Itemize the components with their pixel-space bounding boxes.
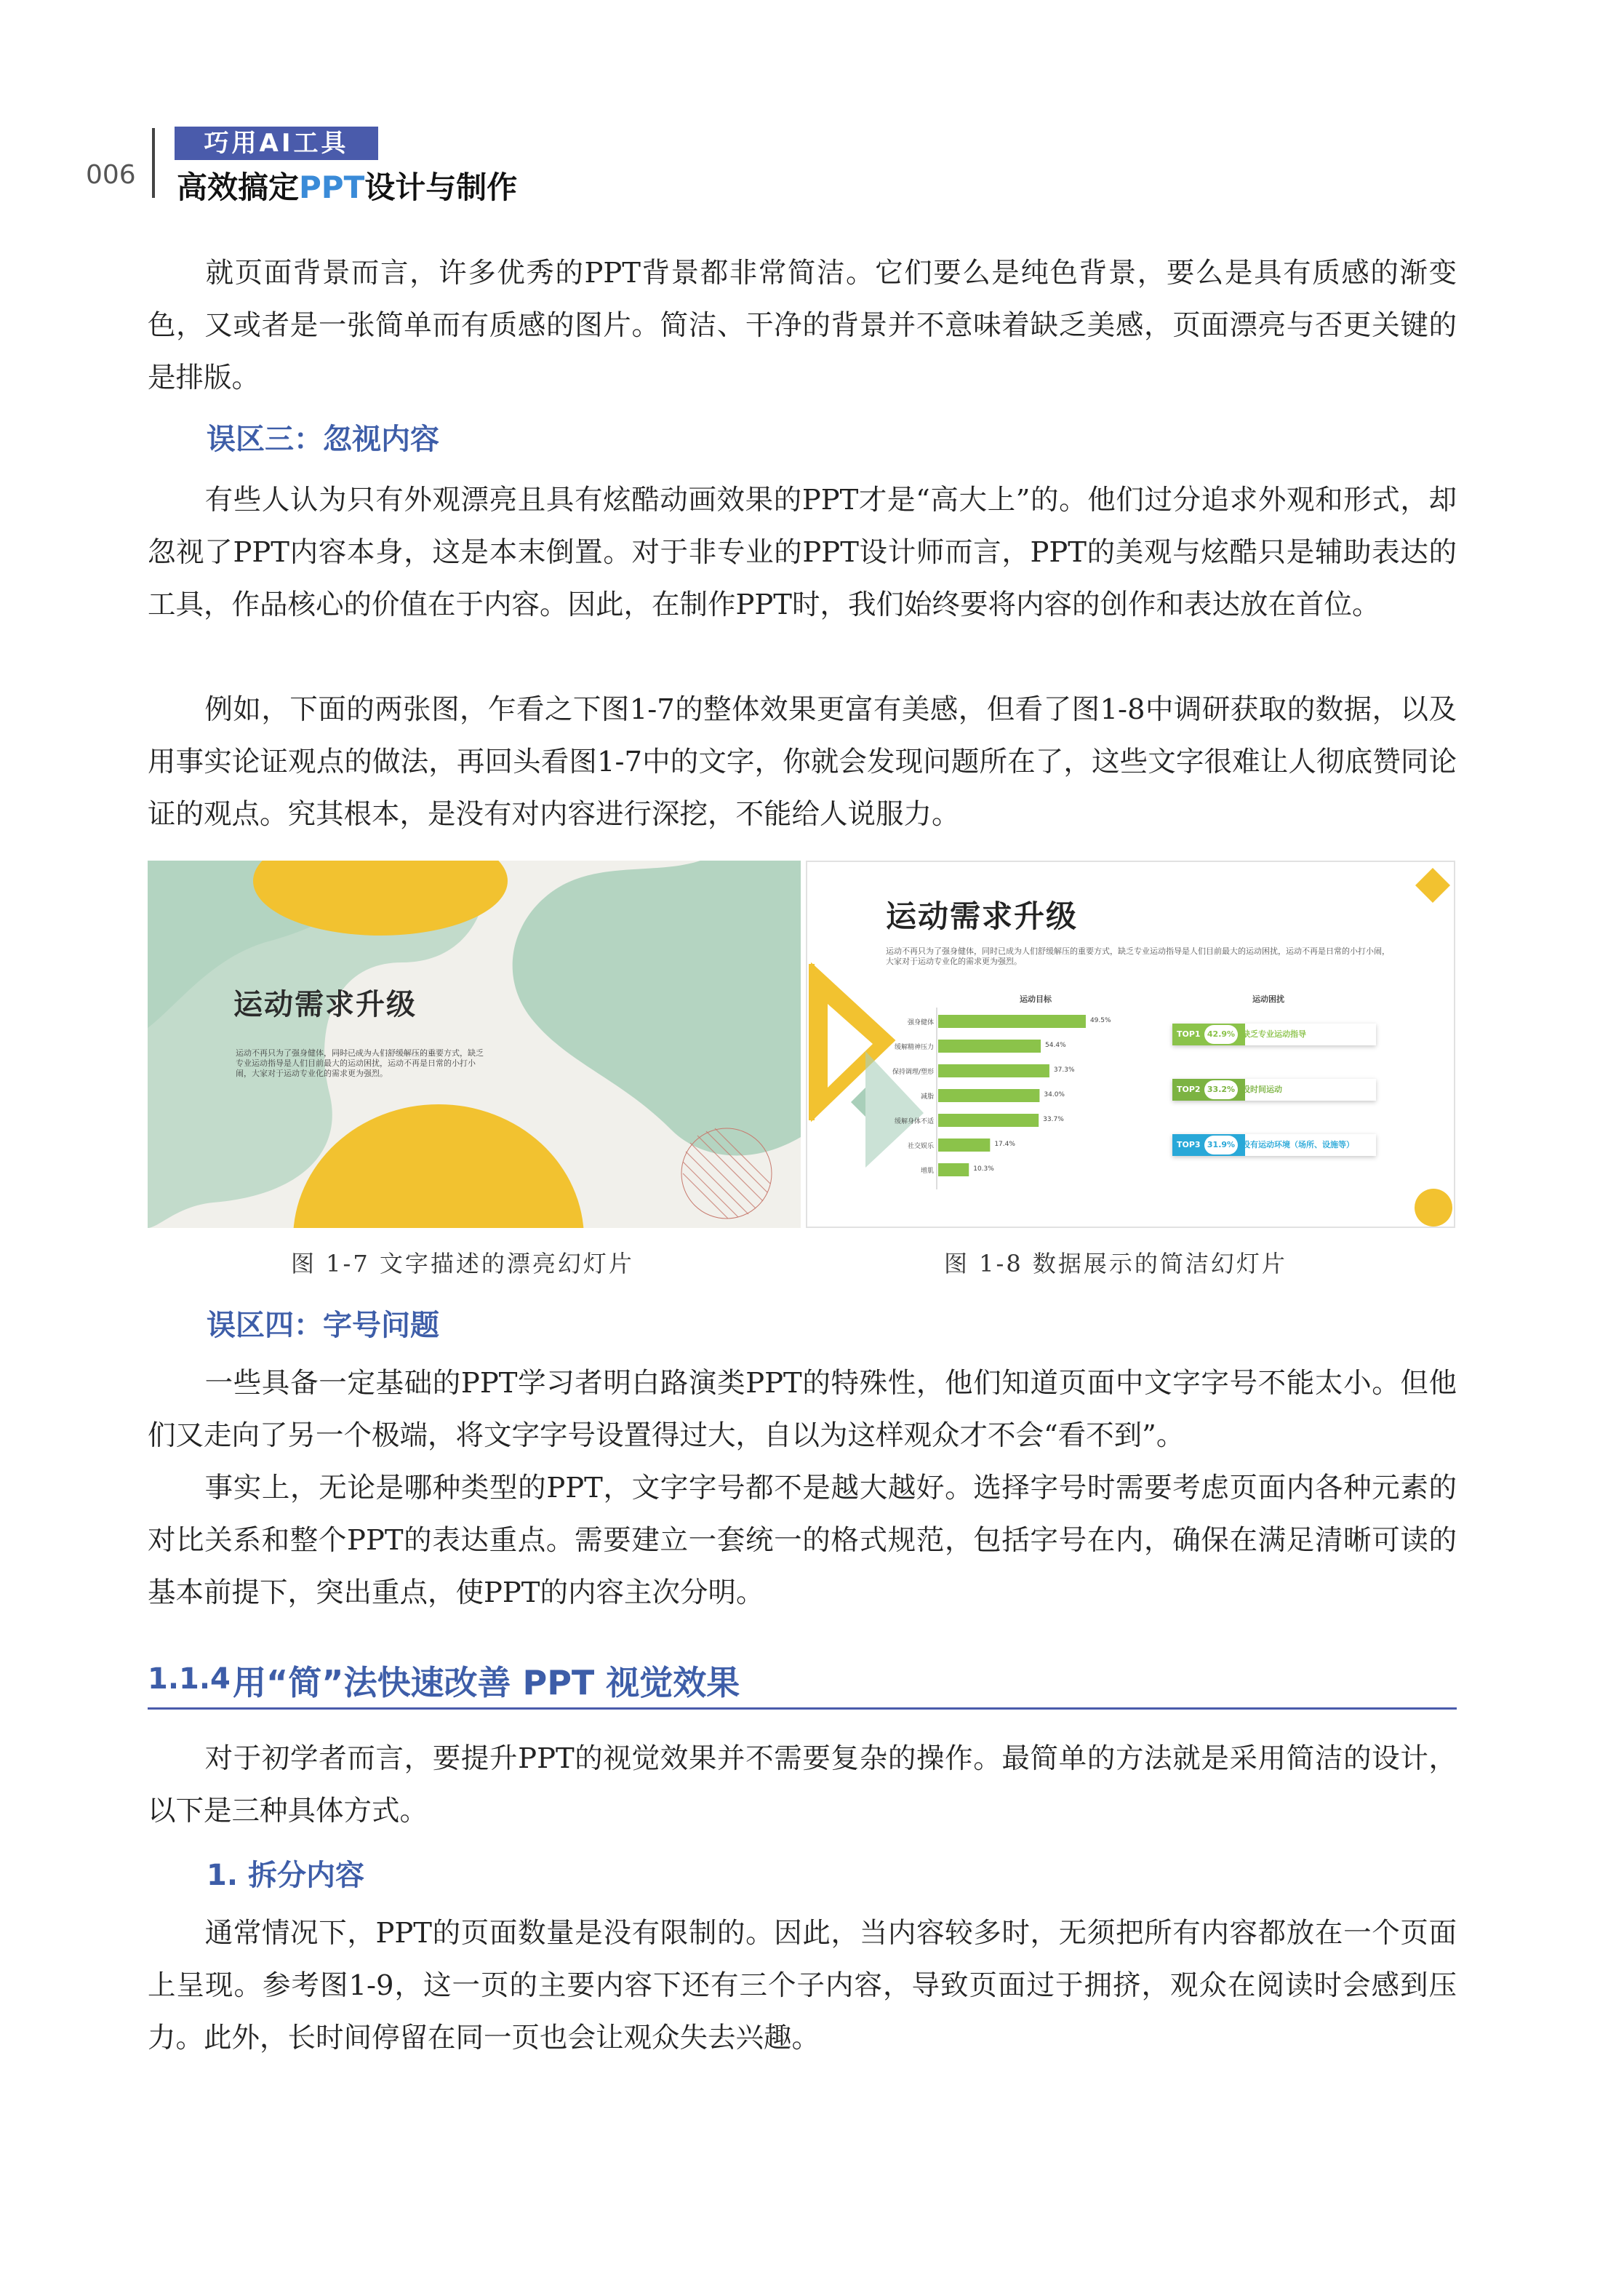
bar-value-label: 49.5% — [1089, 1017, 1111, 1024]
figure-1-8-slide-desc: 运动不再只为了强身健体，同时已成为人们舒缓解压的重要方式，缺乏专业运动指导是人们目前最大的运动困扰，运动不再是日常的小打小闹，大家对于运动专业化的需求更为强烈。 — [886, 946, 1390, 966]
paragraph-text: 对于初学者而言，要提升PPT的视觉效果并不需要复杂的操作。最简单的方法就是采用简洁的设计，以下是三种具体方式。 — [148, 1742, 1457, 1827]
section-number: 1.1.4 — [148, 1662, 231, 1696]
bar-6 — [938, 1163, 969, 1176]
bar-1 — [938, 1040, 1041, 1053]
bar-category-label: 保持调理/塑形 — [892, 1069, 934, 1076]
paragraph-beginner — [148, 1733, 1457, 1838]
paragraph-split — [148, 1907, 1457, 2065]
trouble-rank: TOP2 — [1177, 1085, 1201, 1094]
bar-3 — [938, 1089, 1039, 1102]
bar-category-label: 减脂 — [920, 1093, 934, 1101]
bar-category-label: 社交娱乐 — [907, 1143, 934, 1150]
section-heading-1-1-4 — [148, 1656, 1457, 1710]
trouble-percent: 31.9% — [1204, 1136, 1238, 1155]
paragraph-text: 有些人认为只有外观漂亮且具有炫酷动画效果的PPT才是“高大上”的。他们过分追求外观和形式，却忽视了PPT内容本身，这是本末倒置。对于非专业的PPT设计师而言，PPT的美观与炫酷只是辅助表达的工具，作品核心的价值在于内容。因此，在制作PPT时，我们始终要将内容的创作和表达放在首位。 — [148, 484, 1457, 621]
book-subtitle — [177, 164, 517, 207]
trouble-item — [1172, 1079, 1376, 1101]
bar-value-label: 10.3% — [973, 1165, 994, 1173]
bar-value-label: 37.3% — [1053, 1066, 1075, 1074]
paragraph-text: 一些具备一定基础的PPT学习者明白路演类PPT的特殊性，他们知道页面中文字字号不能太小。但他们又走向了另一个极端，将文字字号设置得过大，自以为这样观众才不会“看不到”。 — [148, 1367, 1457, 1452]
bar-category-label: 缓解精神压力 — [894, 1044, 934, 1051]
figure-1-8-caption: 图 1-8 数据展示的简洁幻灯片 — [944, 1250, 1287, 1277]
heading-misconception-4: 误区四：字号问题 — [207, 1309, 439, 1342]
bar-category-label: 增肌 — [920, 1168, 934, 1175]
bar-value-label: 54.4% — [1045, 1042, 1066, 1049]
bar-value-label: 33.7% — [1043, 1116, 1064, 1123]
bar-4 — [938, 1114, 1039, 1127]
trouble-title: 运动困扰 — [1252, 994, 1284, 1004]
figure-1-7-slide-desc: 运动不再只为了强身健体，同时已成为人们舒缓解压的重要方式，缺乏专业运动指导是人们目前最大的运动困扰，运动不再是日常的小打小闹，大家对于运动专业化的需求更为强烈。 — [236, 1048, 484, 1078]
bar-category-label: 缓解身体不适 — [894, 1118, 934, 1125]
paragraph-text: 就页面背景而言，许多优秀的PPT背景都非常简洁。它们要么是纯色背景，要么是具有质感的渐变色，又或者是一张简单而有质感的图片。简洁、干净的背景并不意味着缺乏美感，页面漂亮与否更关键的是排版。 — [148, 257, 1457, 394]
trouble-percent: 42.9% — [1204, 1025, 1238, 1044]
trouble-item — [1172, 1134, 1376, 1156]
bar-5 — [938, 1139, 990, 1152]
trouble-rank: TOP1 — [1177, 1029, 1201, 1039]
paragraph-text: 例如，下面的两张图，乍看之下图1-7的整体效果更富有美感，但看了图1-8中调研获取的数据，以及用事实论证观点的做法，再回头看图1-7中的文字，你就会发现问题所在了，这些文字很难让人彻底赞同论证的观点。究其根本，是没有对内容进行深挖，不能给人说服力。 — [148, 693, 1457, 831]
trouble-item — [1172, 1024, 1376, 1045]
subtitle-prefix: 高效搞定 — [177, 170, 300, 205]
brand-badge: 巧用AI工具 — [175, 127, 378, 160]
trouble-text: 没时间运动 — [1242, 1085, 1282, 1094]
figure-1-7-caption: 图 1-7 文字描述的漂亮幻灯片 — [291, 1250, 634, 1277]
figure-1-8 — [806, 861, 1455, 1228]
paragraph-background — [148, 247, 1457, 404]
header-divider — [152, 128, 155, 198]
chart-title: 运动目标 — [1020, 994, 1052, 1004]
trouble-text: 没有运动环境（场所、设施等） — [1242, 1140, 1354, 1149]
bar-category-label: 强身健体 — [907, 1019, 934, 1026]
figure-1-7-slide-title: 运动需求升级 — [233, 988, 417, 1021]
trouble-percent: 33.2% — [1204, 1080, 1238, 1099]
heading-misconception-3: 误区三：忽视内容 — [207, 423, 439, 456]
paragraph-text: 事实上，无论是哪种类型的PPT，文字字号都不是越大越好。选择字号时需要考虑页面内各种元素的对比关系和整个PPT的表达重点。需要建立一套统一的格式规范，包括字号在内，确保在满足清晰可读的基本前提下，突出重点，使PPT的内容主次分明。 — [148, 1472, 1457, 1609]
trouble-rank: TOP3 — [1177, 1140, 1201, 1149]
bar-value-label: 34.0% — [1044, 1091, 1065, 1098]
paragraph-font-size — [148, 1357, 1457, 1462]
figure-1-7 — [148, 861, 801, 1228]
heading-split-content: 1. 拆分内容 — [207, 1859, 364, 1892]
bar-value-label: 17.4% — [994, 1141, 1015, 1148]
paragraph-text: 通常情况下，PPT的页面数量是没有限制的。因此，当内容较多时，无须把所有内容都放在一个页面上呈现。参考图1-9，这一页的主要内容下还有三个子内容，导致页面过于拥挤，观众在阅读时会感到压力。此外，长时间停留在同一页也会让观众失去兴趣。 — [148, 1917, 1457, 2054]
bar-2 — [938, 1064, 1049, 1077]
subtitle-suffix: 设计与制作 — [364, 170, 518, 205]
paragraph-ignore-content — [148, 474, 1457, 631]
subtitle-accent: PPT — [299, 170, 365, 205]
paragraph-example — [148, 684, 1457, 841]
section-title: 用“简”法快速改善 PPT 视觉效果 — [233, 1663, 740, 1702]
bar-0 — [938, 1015, 1086, 1028]
figure-1-8-slide-title: 运动需求升级 — [886, 898, 1079, 934]
page-number: 006 — [86, 160, 136, 190]
figure-1-7-graphics — [148, 861, 801, 1228]
trouble-text: 缺乏专业运动指导 — [1242, 1029, 1306, 1039]
paragraph-font-size-2 — [148, 1462, 1457, 1619]
